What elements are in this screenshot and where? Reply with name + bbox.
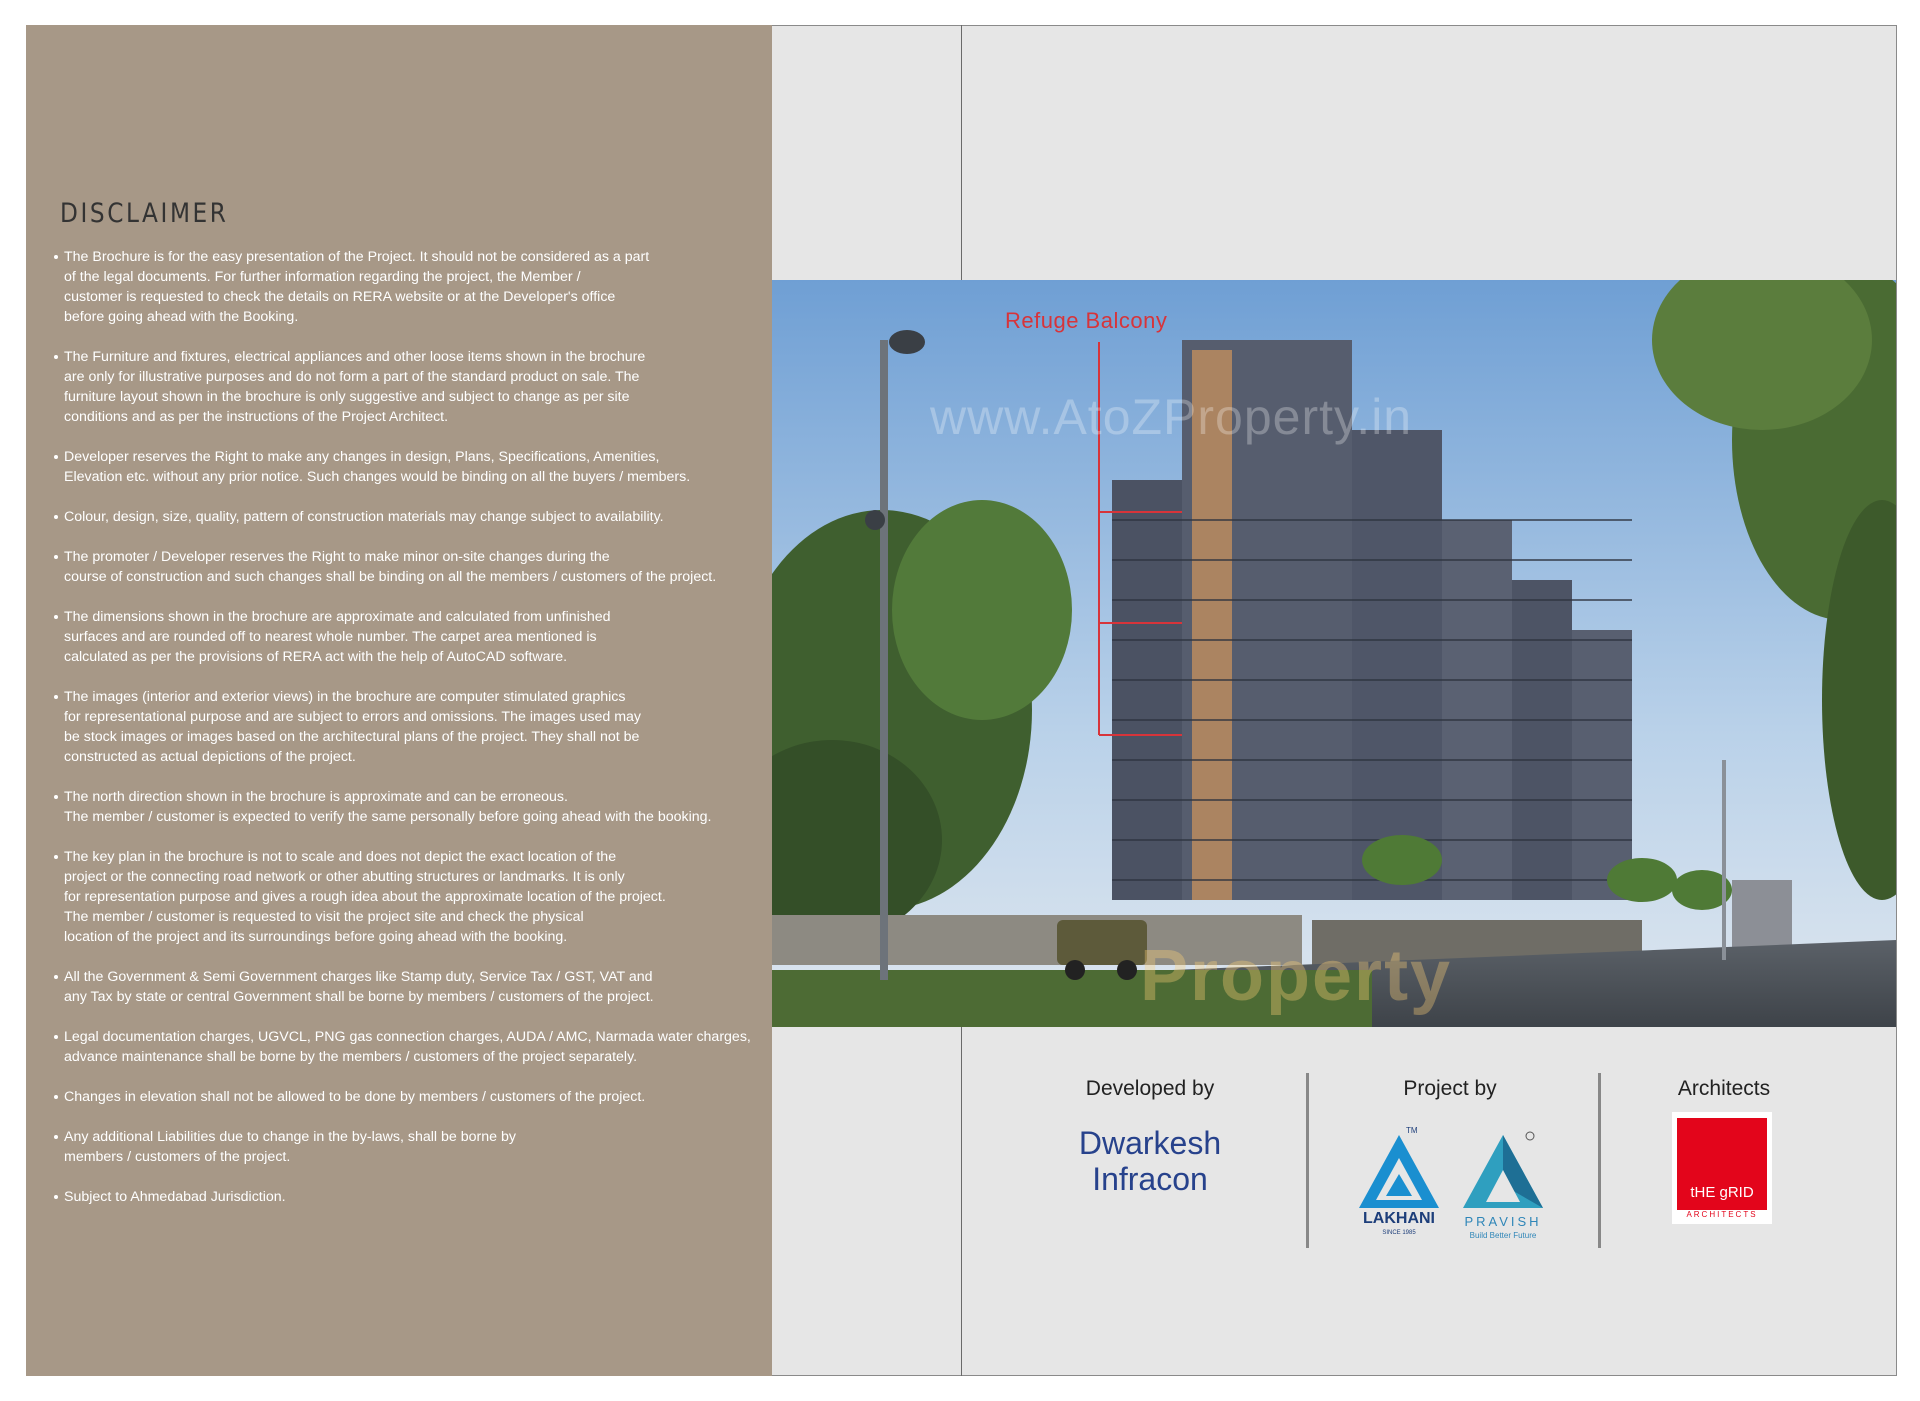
- the-grid-logo: [1672, 1112, 1772, 1224]
- disclaimer-item: The north direction shown in the brochure is approximate and can be erroneous. The member / customer is expected to verify the same personally before going ahead with the booking.: [54, 787, 774, 827]
- lakhani-logo: [1354, 1126, 1444, 1240]
- disclaimer-item: Developer reserves the Right to make any changes in design, Plans, Specifications, Amenities, Elevation etc. without any prior notice. Such changes would be binding on all the buyers / members.: [54, 447, 774, 487]
- disclaimer-item: The dimensions shown in the brochure are approximate and calculated from unfinished surfaces and are rounded off to nearest whole number. The carpet area mentioned is calculated as per the provisions of RERA act with the help of AutoCAD software.: [54, 607, 774, 667]
- the-grid-name: tHE gRID: [1690, 1184, 1754, 1201]
- disclaimer-item: The images (interior and exterior views) in the brochure are computer stimulated graphics for representational purpose and are subject to errors and omissions. The images used may be stock images or images based on the architectural plans of the project. They shall not be constructed as actual depictions of the project.: [54, 687, 774, 767]
- disclaimer-item: The key plan in the brochure is not to scale and does not depict the exact location of the project or the connecting road network or other abutting structures or landmarks. It is only for representation purpose and gives a rough idea about the approximate location of the project. The member / customer is requested to visit the project site and check the physical location of the project and its surroundings before going ahead with the booking.: [54, 847, 774, 947]
- developer-name-line1: Dwarkesh: [1078, 1125, 1222, 1161]
- pravish-name: PRAVISH: [1464, 1214, 1542, 1229]
- pravish-mark-icon: [1458, 1130, 1548, 1215]
- column-divider: [1306, 1073, 1309, 1248]
- lakhani-mark-icon: [1354, 1130, 1444, 1215]
- disclaimer-title: DISCLAIMER: [60, 198, 229, 229]
- lakhani-since: SINCE 1985: [1382, 1230, 1416, 1236]
- disclaimer-list: [54, 247, 774, 1227]
- lakhani-name: LAKHANI: [1363, 1210, 1435, 1227]
- watermark-url: www.AtoZProperty.in: [930, 389, 1413, 445]
- column-divider: [1598, 1073, 1601, 1248]
- pravish-tagline: Build Better Future: [1469, 1231, 1537, 1240]
- lakhani-tm: TM: [1406, 1126, 1418, 1135]
- disclaimer-item: The Furniture and fixtures, electrical appliances and other loose items shown in the brochure are only for illustrative purposes and do not form a part of the standard product on sale. The furniture layout shown in the brochure is only suggestive and subject to change as per site conditions and as per the instructions of the Project Architect.: [54, 347, 774, 427]
- architects-label: Architects: [1677, 1077, 1771, 1100]
- disclaimer-item: Legal documentation charges, UGVCL, PNG gas connection charges, AUDA / AMC, Narmada water charges, advance maintenance shall be borne by the members / customers of the project separately.: [54, 1027, 774, 1067]
- project-by-label: Project by: [1403, 1077, 1497, 1100]
- disclaimer-item: Subject to Ahmedabad Jurisdiction.: [54, 1187, 774, 1207]
- disclaimer-item: The Brochure is for the easy presentation of the Project. It should not be considered as a part of the legal documents. For further information regarding the project, the Member / customer is requested to check the details on RERA website or at the Developer's office before going ahead with the Booking.: [54, 247, 774, 327]
- disclaimer-item: Colour, design, size, quality, pattern of construction materials may change subject to availability.: [54, 507, 774, 527]
- developer-name: [1060, 1125, 1240, 1197]
- disclaimer-item: Changes in elevation shall not be allowed to be done by members / customers of the project.: [54, 1087, 774, 1107]
- watermark-logo: Property: [1140, 936, 1453, 1016]
- disclaimer-item: All the Government & Semi Government charges like Stamp duty, Service Tax / GST, VAT and any Tax by state or central Government shall be borne by members / customers of the project.: [54, 967, 774, 1007]
- disclaimer-item: Any additional Liabilities due to change in the by-laws, shall be borne by members / customers of the project.: [54, 1127, 774, 1167]
- the-grid-sub: ARCHITECTS: [1686, 1210, 1758, 1219]
- refuge-balcony-label: Refuge Balcony: [1005, 308, 1168, 333]
- developed-by-label: Developed by: [1085, 1077, 1215, 1100]
- disclaimer-item: The promoter / Developer reserves the Right to make minor on-site changes during the course of construction and such changes shall be binding on all the members / customers of the project.: [54, 547, 774, 587]
- pravish-logo: [1458, 1130, 1548, 1245]
- developer-name-line2: Infracon: [1092, 1161, 1208, 1197]
